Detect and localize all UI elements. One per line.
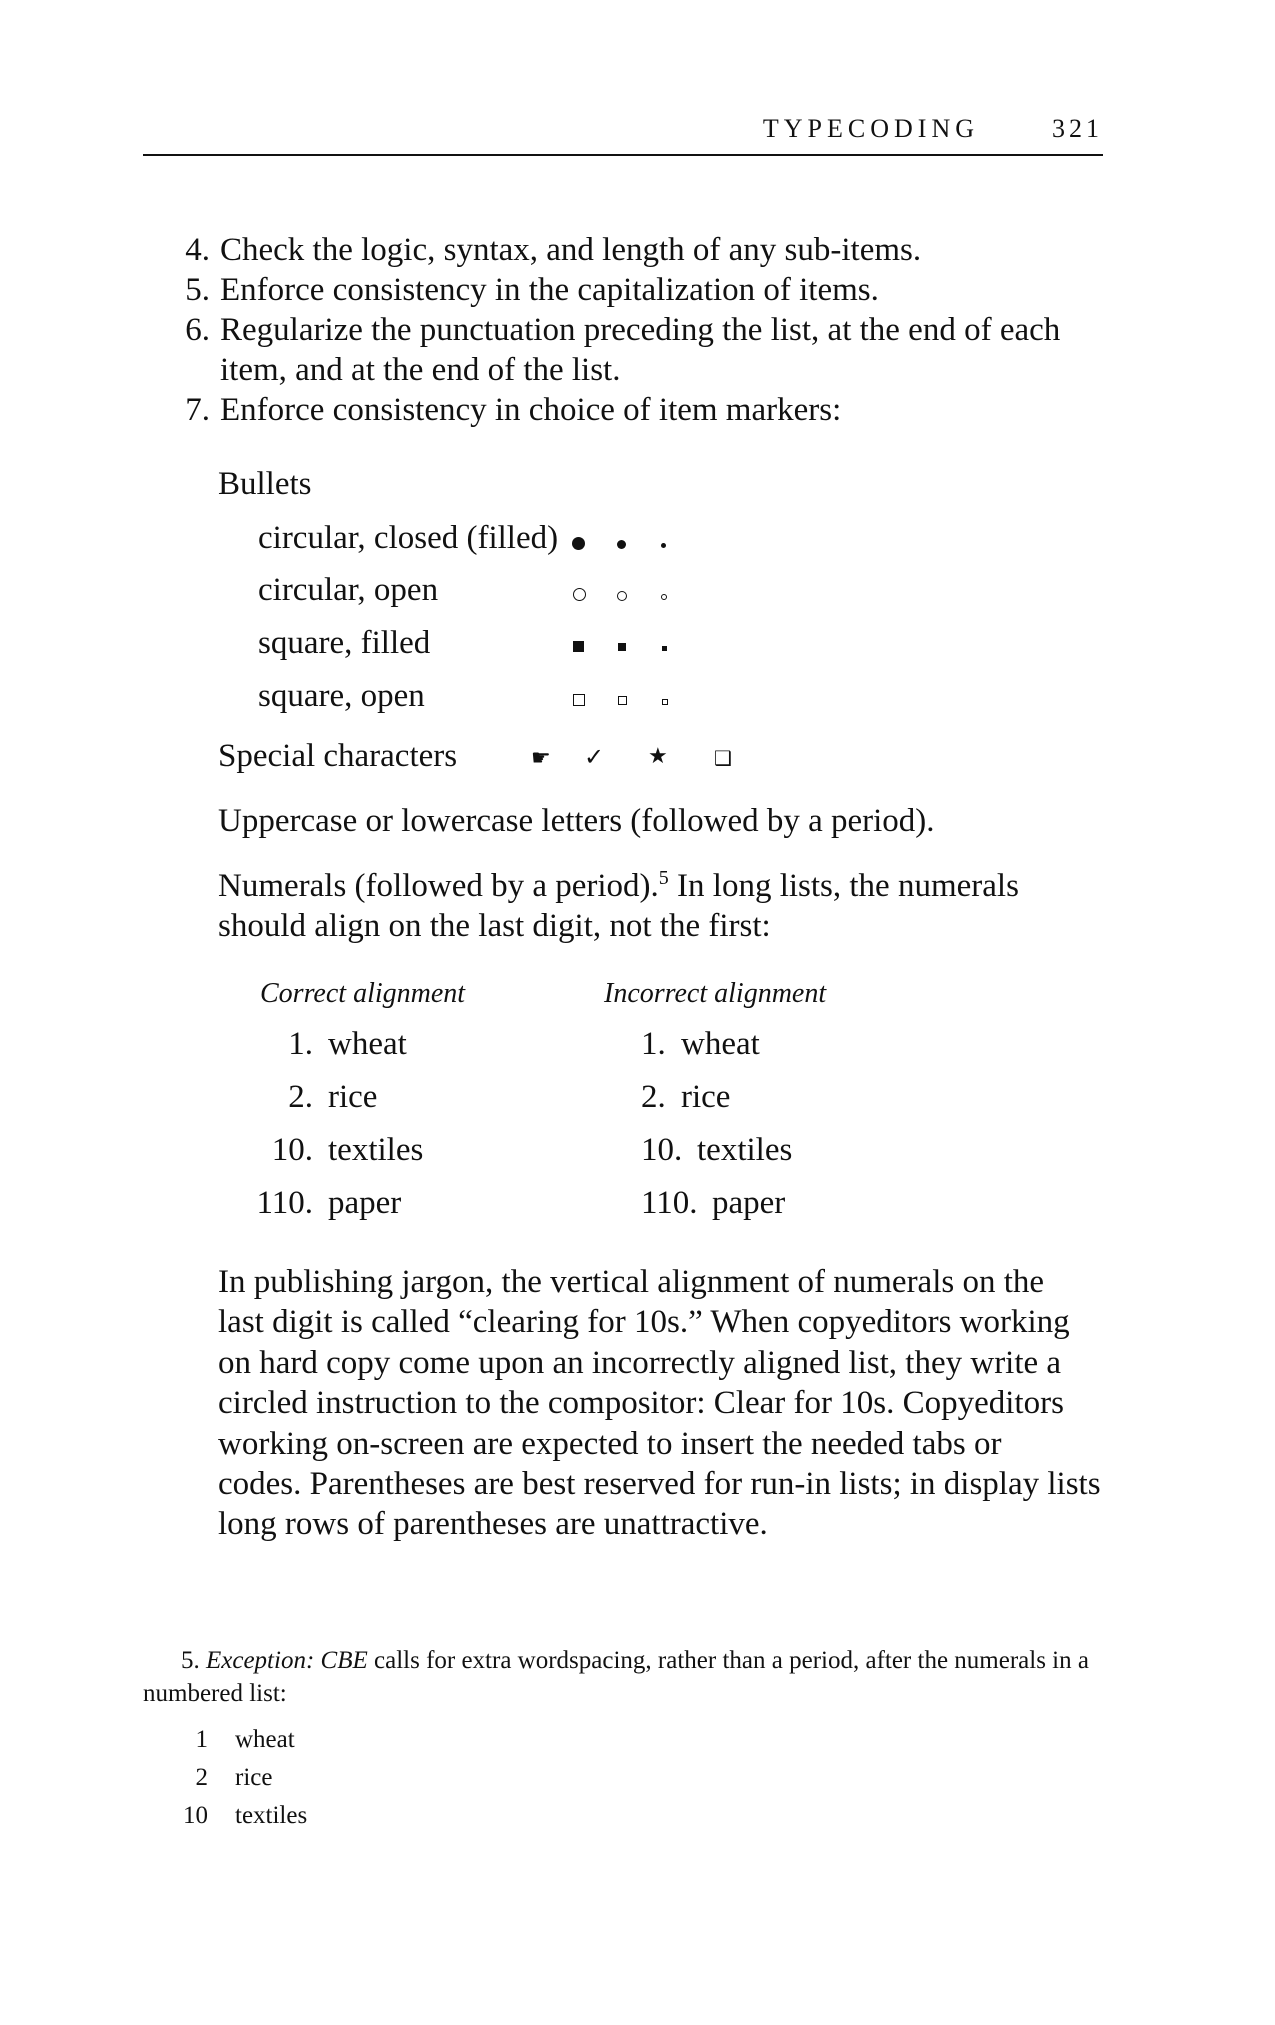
row-word: wheat [681,1026,760,1062]
footnote-line: numbered list: [143,1680,287,1707]
filled-circle-small-icon [661,543,666,548]
bullet-type-label: square, filled [258,625,431,661]
row-number: 10. [641,1132,683,1168]
paragraph-line: circled instruction to the compositor: Clear for 10s. Copyeditors [218,1385,1064,1422]
item-number: 6. [185,312,210,348]
paragraph-line: In publishing jargon, the vertical alignment of numerals on the [218,1264,1045,1300]
item-number: 4. [185,232,210,268]
item-text: Check the logic, syntax, and length of any sub-items. [220,232,922,268]
incorrect-alignment-heading: Incorrect alignment [604,978,827,1009]
open-square-large-icon [573,694,585,706]
letters-note: Uppercase or lowercase letters (followed by a period). [218,803,935,839]
item-text: Regularize the punctuation preceding the list, at the end of each [220,312,1061,348]
numerals-note-text: Numerals (followed by a period). [218,868,659,904]
filled-square-small-icon [662,646,667,651]
paragraph-line: working on-screen are expected to insert the needed tabs or [218,1425,1002,1462]
numerals-note-text: In long lists, the numerals [668,868,1019,904]
row-number: 1. [288,1026,313,1062]
row-number: 2. [641,1079,666,1115]
bullets-heading: Bullets [218,466,312,502]
filled-square-medium-icon [618,643,626,651]
item-text-continued: item, and at the end of the list. [220,352,621,388]
shadowed-square-icon: ❑ [714,746,732,770]
footnote-text: calls for extra wordspacing, rather than a period, after the numerals in a [367,1647,1089,1674]
row-word: paper [328,1185,402,1221]
pointing-hand-icon: ☛ [531,746,551,771]
item-number: 7. [185,392,210,428]
running-header [143,108,1103,156]
row-number: 10. [271,1132,313,1168]
item-text: Enforce consistency in the capitalization of items. [220,272,879,308]
check-mark-icon: ✓ [584,743,605,771]
open-circle-small-icon [661,594,667,600]
footnote-label: Exception: CBE [206,1647,368,1674]
footnote-item-number: 1 [195,1726,208,1753]
bullet-type-label: circular, closed (filled) [258,520,559,556]
item-number: 5. [185,272,210,308]
star-icon: ★ [648,744,668,769]
footnote-item-word: wheat [235,1726,295,1753]
row-number: 1. [641,1026,666,1062]
running-title: TYPECODING [762,114,979,143]
paragraph-line: last digit is called “clearing for 10s.” When copyeditors working [218,1304,1070,1341]
filled-square-large-icon [573,641,584,652]
footnote-item-number: 10 [183,1802,208,1829]
paragraph-line: on hard copy come upon an incorrectly aligned list, they write a [218,1344,1062,1381]
row-word: paper [712,1185,786,1221]
open-square-medium-icon [618,696,627,705]
row-word: rice [681,1079,731,1115]
footnote-number: 5. [181,1647,200,1674]
special-characters-label: Special characters [218,738,458,774]
footnote-item-word: rice [235,1764,273,1791]
paragraph-line: long rows of parentheses are unattractive. [218,1506,768,1543]
row-number: 2. [288,1079,313,1115]
filled-circle-medium-icon [617,540,626,549]
row-word: wheat [328,1026,407,1062]
row-word: textiles [697,1132,793,1168]
correct-alignment-heading: Correct alignment [260,978,466,1009]
numerals-note-line [218,866,1019,906]
row-word: textiles [328,1132,424,1168]
item-text: Enforce consistency in choice of item markers: [220,392,842,428]
numerals-note-line: should align on the last digit, not the first: [218,908,771,944]
filled-circle-large-icon [572,537,585,550]
bullet-type-label: circular, open [258,572,439,608]
footnote-item-number: 2 [195,1764,208,1791]
open-circle-large-icon [573,588,586,601]
open-square-small-icon [662,699,668,705]
open-circle-medium-icon [617,591,627,601]
row-number: 110. [641,1185,698,1221]
footnote-ref: 5 [658,867,669,889]
page-number: 321 [1052,114,1103,143]
row-number: 110. [256,1185,313,1221]
bullet-type-label: square, open [258,678,425,714]
jargon-paragraph [218,1262,1101,1545]
row-word: rice [328,1079,378,1115]
footnote-item-word: textiles [235,1802,308,1829]
paragraph-line: codes. Parentheses are best reserved for run-in lists; in display lists [218,1466,1101,1503]
footnote-line [181,1644,1089,1677]
